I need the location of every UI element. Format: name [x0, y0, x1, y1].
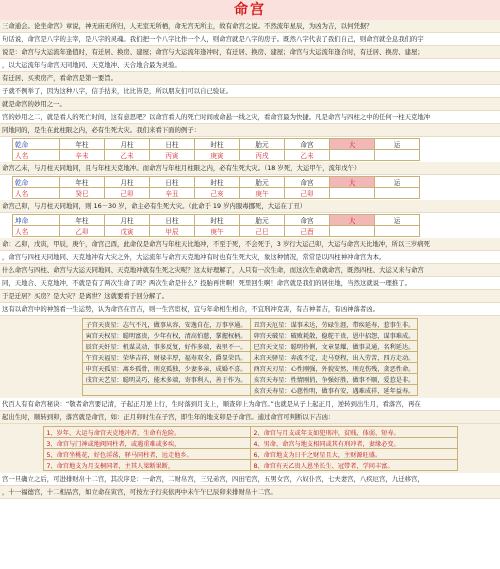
judgement-item: 4、男命、命宫与地支相同或其有刑冲者，妻缘必变。 — [250, 438, 457, 449]
dayun-label: 大 — [330, 177, 375, 188]
text-line: 命宫己卯，与月柱天同地同，则 16－30 岁，命主必有生死大灾。（此命于 19 岁内服毒挪死，大运在丁丑） — [0, 200, 500, 213]
header-cell: 命宫 — [285, 215, 330, 226]
header-cell: 运 — [375, 177, 420, 188]
dayun-label: 大 — [330, 215, 375, 226]
text-line: 三命通会。论坐命宫》章说，神无庙无所归，人无室无所栖，命无宫无所主，故有命宫之说。不然流年星辰，为凶为吉，以何凭据？ — [0, 20, 500, 33]
pillar-cell — [375, 226, 420, 237]
text-line: 这有以命宫中的神煞看一生运势，认为命宫在宫吉，则一生宫宦权，宜与年命相生相合，不宜刑冲克害，有吉神者吉，有凶神落者凶。 — [0, 303, 500, 316]
palace-star-cell: 巳宫天文星：聪明伶俐，文章显耀，做事灵通，名利延达。 — [250, 341, 418, 352]
header-cell: 月柱 — [105, 139, 150, 150]
header-cell: 时柱 — [195, 139, 240, 150]
gender-label: 坤命 — [13, 215, 60, 226]
text-line: 命：乙卯，戊寅，甲辰，庚午，命宫己酉，此命仅是命宫与年柱天比地冲，不至于死，不会死于，3 岁行大运己卯，大运与命宫天比地冲，所以三岁病死 — [0, 238, 500, 251]
pillar-cell: 丙戌 — [240, 150, 285, 161]
judgement-item: 7、命宫地支为月支桐同者，主其人梁断果断， — [43, 460, 250, 471]
header-cell: 年柱 — [60, 177, 105, 188]
judgement-item: 6、命宫地支为日千之财星且大，主财源旺盛。 — [250, 449, 457, 460]
pillar-cell: 庚午 — [240, 188, 285, 199]
pillar-cell: 己巳 — [240, 226, 285, 237]
palace-star-box — [0, 316, 500, 398]
pillar-cell: 辛丑 — [150, 188, 195, 199]
pillar-cell: 乙未 — [285, 150, 330, 161]
palace-star-table — [82, 318, 419, 396]
header-cell: 日柱 — [150, 139, 195, 150]
palace-star-cell: 丑宫天厄星：谋事未达，劳碌生涯，带疾延寿，惹事生非。 — [250, 319, 418, 330]
palace-star-cell: 亥宫天寿星：性情刚俏，争强好胜，做事不顺，爱惹是非。 — [250, 374, 418, 385]
pillar-cell — [375, 150, 420, 161]
header-cell: 运 — [375, 215, 420, 226]
gender-label: 乾命 — [13, 139, 60, 150]
palace-star-cell: 子宫天贵星：志气不凡，做事从容，安逸自在，万事享通。 — [82, 319, 250, 330]
header-cell: 年柱 — [60, 139, 105, 150]
pillar-cell: 丙寅 — [150, 150, 195, 161]
pillar-cell: 己卯 — [105, 188, 150, 199]
pillar-cell: 乙未 — [105, 150, 150, 161]
text-line: 于是迁居？买房？是大灾？是离世？这就要看于回分解了。 — [0, 290, 500, 303]
text-line: 代百人有有命宫秘诀：“敬者命宫要记清，子起正月逆上行，生时落到月支上，顺查卯上为命宫。”也就是从子上起正月，逆转到出生月，看落宫，再在 — [0, 398, 500, 411]
pillar-cell: 甲辰 — [150, 226, 195, 237]
palace-star-cell: 寅宫天权星：聪明富贵，少年有权，清高怕慈，掌握权柄。 — [82, 330, 250, 341]
page-title: 命宫 — [0, 0, 500, 20]
judgement-item: 2、命宫与月支或年支如犯刑冲，贫贱、体弱、短寿。 — [250, 427, 457, 438]
pillar-cell — [375, 188, 420, 199]
palace-star-cell — [82, 385, 250, 396]
header-cell: 年柱 — [60, 215, 105, 226]
header-cell: 时柱 — [195, 177, 240, 188]
text-line: ，以大运流年与命宫天同地同、天克地冲、天合地合最为灵验。 — [0, 59, 500, 72]
palace-star-cell: 申宫天孤星：离乡孤骨，刑克孤独，少妻多亲，成婚不喜。 — [82, 363, 250, 374]
palace-star-cell: 午宫天福星：荣华吉祥，财禄丰厚，福寿双全，爵显荣昌。 — [82, 352, 250, 363]
text-line: ，十一福德宫，十二相品宫，如立命在寅宫，可按左子行夹依再中未午午巳辰卯来排财帛十二宫。 — [0, 486, 500, 499]
dayun-label: 大 — [330, 139, 375, 150]
palace-star-cell: 亥宫天寿星：心慈性明，做事有安，遇难成祥，延年益寿。 — [250, 385, 418, 396]
text-line: ，命宫与四柱天同地同、天克地冲有大灾之外，大运流年与命宫天克地冲有时也有生死大灾，象这种情况，常常是以四柱神冲命宫为本。 — [0, 251, 500, 264]
name-label: 人名 — [13, 226, 60, 237]
text-line: 什么命宫与四柱、命宫与大运天同地同、天克地冲就有生死之灾呢？这太好理解了，人只有一次生命，而这次生命就命宫，既然四柱、大运又来与命宫 — [0, 264, 500, 277]
text-line: 句话说，命宫是八字的主宰，是八字的灵魂。我们把一个八字比作一个人，则命宫就是八字的房子。既然八字代表了我们自己，则命宫就全息我们的宇 — [0, 33, 500, 46]
judgement-item: 5、命宫坐桃花，好色淫荡，驿马同柱者，远走他乡。 — [43, 449, 250, 460]
judgement-list-box — [0, 424, 500, 473]
judgement-item: 3、命宫与门神或地阀同柱者，或遇重难或多疾， — [43, 438, 250, 449]
judgement-item: 8、命宫有天乙贵人恩坐长生、冠带者，学问丰富。 — [250, 460, 457, 471]
text-line: 同，天地合、天克地冲，不就是有了两次生命了吗？两次生命是什么？投胎再世啊！死里回生啊！命宫就是我们的居住地，当然这就说一理推了。 — [0, 277, 500, 290]
text-line: 宫一旦确立之后，可进排财帛十二宫，其次序是：一命宫，二财帛宫，三兄弟宫，四田宅宫，五男女宫，六奴仆宫，七夫妻宫，八疾厄宫，九迁移宫， — [0, 473, 500, 486]
header-cell: 胎元 — [240, 215, 285, 226]
bazi-table-2 — [12, 176, 420, 199]
header-cell: 命宫 — [285, 177, 330, 188]
header-cell: 胎元 — [240, 177, 285, 188]
pillar-cell — [330, 188, 375, 199]
header-cell: 胎元 — [240, 139, 285, 150]
header-cell: 运 — [375, 139, 420, 150]
bazi-table-1 — [12, 138, 420, 161]
palace-star-cell: 戌宫天艺星：聪明灵巧，能术多端，寄事利人，善于作为。 — [82, 374, 250, 385]
pillar-cell: 戊寅 — [105, 226, 150, 237]
text-line: 同地同的，是生在此柱限之内，必有生死大灾。我们来看下面的例子： — [0, 124, 500, 137]
judgement-item: 1、岁年、大运与命宫天克地冲者，生命有危险。 — [43, 427, 250, 438]
pillar-cell: 乙卯 — [60, 226, 105, 237]
palace-star-cell: 酉宫天刃星：心性刚强，外貌安然，刑克伤残，贪恶性命。 — [250, 363, 418, 374]
name-label: 人名 — [13, 188, 60, 199]
pillar-cell: 己卯 — [285, 188, 330, 199]
bazi-table-3 — [12, 214, 420, 237]
text-line: 起出生时，顺转到卯，落宫就是命宫，如：正月卯时生在子宫，即生年的地支卯是子命宫。通过命宫可判断以下吉凶： — [0, 411, 500, 424]
text-line: 子就不例举了，因为这种八字，信手拈来，比比皆是，所以朋友们可以自已验证。 — [0, 85, 500, 98]
text-line: 宫的妙用之二，就是看人的死亡时间，这有意思吧？以命宫看人的死亡时间或命悬一线之灾，看命宫最为快捷。凡是命宫与四柱之中的任何一柱天克地冲 — [0, 111, 500, 124]
pillar-cell: 癸巳 — [60, 188, 105, 199]
pillar-cell: 己亥 — [195, 188, 240, 199]
header-cell: 时柱 — [195, 215, 240, 226]
text-line: 就是命宫的妙用之一。 — [0, 98, 500, 111]
gender-label: 乾命 — [13, 177, 60, 188]
judgement-list-table — [43, 426, 458, 471]
pillar-cell: 己酉 — [285, 226, 330, 237]
header-cell: 日柱 — [150, 215, 195, 226]
palace-star-cell: 卯宫天破星：破败耗散，稳舵干贵，恩中招怨，谋事难成。 — [250, 330, 418, 341]
pillar-cell: 庚寅 — [195, 150, 240, 161]
text-line: 有迁居、买卖房产，看命宫是第一要旨。 — [0, 72, 500, 85]
pillar-cell — [330, 226, 375, 237]
name-label: 人名 — [13, 150, 60, 161]
pillar-cell — [330, 150, 375, 161]
text-line: 命宫乙未，与月柱天同地同，且与年柱天克地冲。而命宫与年柱月柱限之内，必有生死大灾。（18 岁死，大运甲午，流年戊午） — [0, 162, 500, 175]
palace-star-cell: 辰宫天奸星：机谋灵动，事多反复，好作多端，表里不一。 — [82, 341, 250, 352]
palace-star-cell: 未宫天驿星：奔波不定，走马登程，出入劳苦，四方走动。 — [250, 352, 418, 363]
header-cell: 月柱 — [105, 215, 150, 226]
pillar-cell: 庚午 — [195, 226, 240, 237]
header-cell: 命宫 — [285, 139, 330, 150]
pillar-cell: 辛未 — [60, 150, 105, 161]
header-cell: 月柱 — [105, 177, 150, 188]
text-line: 说是：命宫与大运流年逢值时，有迁居、换房、建屋；命宫与大运流年逢冲时，有迁居、换房、建屋；命宫与大运流年逢合时，有迁居、换房、建屋； — [0, 46, 500, 59]
header-cell: 日柱 — [150, 177, 195, 188]
